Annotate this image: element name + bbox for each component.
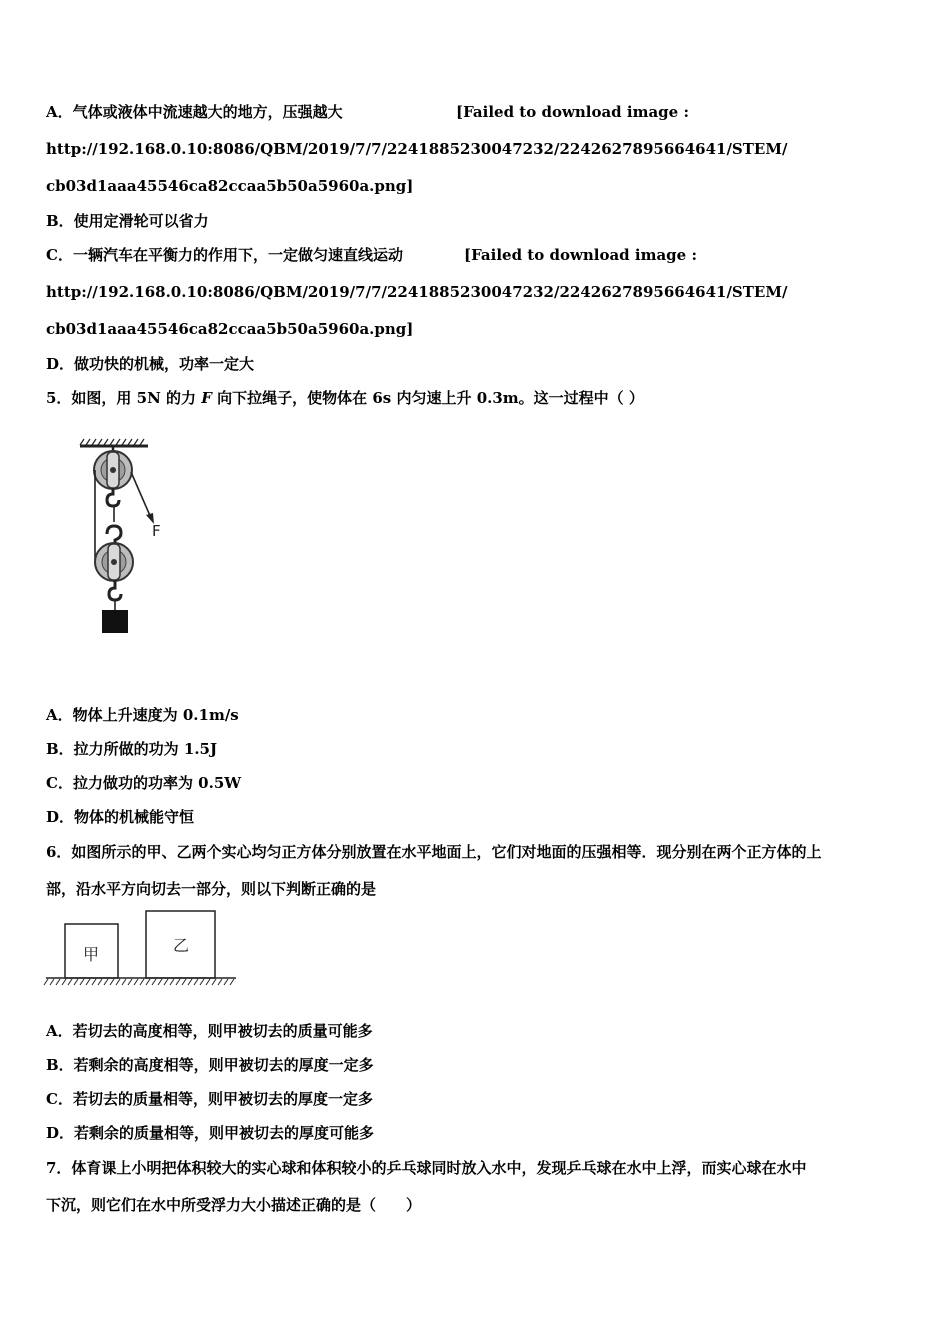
force-label: F (152, 522, 161, 540)
q6-option-a: A．若切去的高度相等，则甲被切去的质量可能多 (46, 1022, 373, 1040)
cube-jia-label: 甲 (82, 945, 100, 964)
q4-option-c: C．一辆汽车在平衡力的作用下，一定做匀速直线运动 (46, 246, 403, 264)
q7-stem-line-1: 7．体育课上小明把体积较大的实心球和体积较小的乒乓球同时放入水中，发现乒乓球在水中上浮，而实心球在水中 (46, 1159, 807, 1177)
q4-option-c-image-url-2: cb03d1aaa45546ca82ccaa5b50a5960a.png] (46, 320, 414, 338)
q6-option-c: C．若切去的质量相等，则甲被切去的厚度一定多 (46, 1090, 373, 1108)
q4-option-c-image-url-1: http://192.168.0.10:8086/QBM/2019/7/7/2241885230047232/2242627895664641/STEM/ (46, 283, 788, 301)
q6-option-d: D．若剩余的质量相等，则甲被切去的厚度可能多 (46, 1124, 375, 1142)
pulley-figure (74, 438, 164, 638)
q5-stem-post: 向下拉绳子，使物体在 6s 内匀速上升 0.3m。这一过程中（ ） (211, 389, 644, 407)
q5-stem (46, 388, 644, 408)
q4-option-d: D．做功快的机械，功率一定大 (46, 355, 255, 373)
q4-option-c-image-failed: [Failed to download image : (464, 246, 697, 264)
ceiling (80, 439, 148, 446)
cube-yi-label: 乙 (172, 936, 190, 955)
q6-stem-line-2: 部，沿水平方向切去一部分，则以下判断正确的是 (46, 880, 377, 898)
q4-option-a: A．气体或液体中流速越大的地方，压强越大 (46, 103, 343, 121)
q4-option-a-image-failed: [Failed to download image : (456, 103, 689, 121)
q4-option-b: B．使用定滑轮可以省力 (46, 212, 209, 230)
fixed-pulley (94, 446, 132, 506)
q5-option-a: A．物体上升速度为 0.1m/s (46, 706, 239, 724)
q5-option-c: C．拉力做功的功率为 0.5W (46, 774, 242, 792)
q6-stem-line-1: 6．如图所示的甲、乙两个实心均匀正方体分别放置在水平地面上，它们对地面的压强相等．现分别在两个正方体的上 (46, 843, 822, 861)
q5-option-b: B．拉力所做的功为 1.5J (46, 740, 218, 758)
q5-stem-force-var: F (201, 389, 212, 407)
q4-option-a-image-url-2: cb03d1aaa45546ca82ccaa5b50a5960a.png] (46, 177, 414, 195)
movable-pulley (95, 526, 133, 610)
q7-stem-line-2: 下沉，则它们在水中所受浮力大小描述正确的是（ ） (46, 1196, 422, 1214)
q5-option-d: D．物体的机械能守恒 (46, 808, 195, 826)
q4-option-a-image-url-1: http://192.168.0.10:8086/QBM/2019/7/7/2241885230047232/2242627895664641/STEM/ (46, 140, 788, 158)
cubes-figure (44, 908, 240, 990)
q6-option-b: B．若剩余的高度相等，则甲被切去的厚度一定多 (46, 1056, 374, 1074)
load-block (102, 610, 128, 633)
ground (44, 978, 236, 985)
q5-stem-pre: 5．如图，用 5N 的力 (46, 389, 202, 407)
